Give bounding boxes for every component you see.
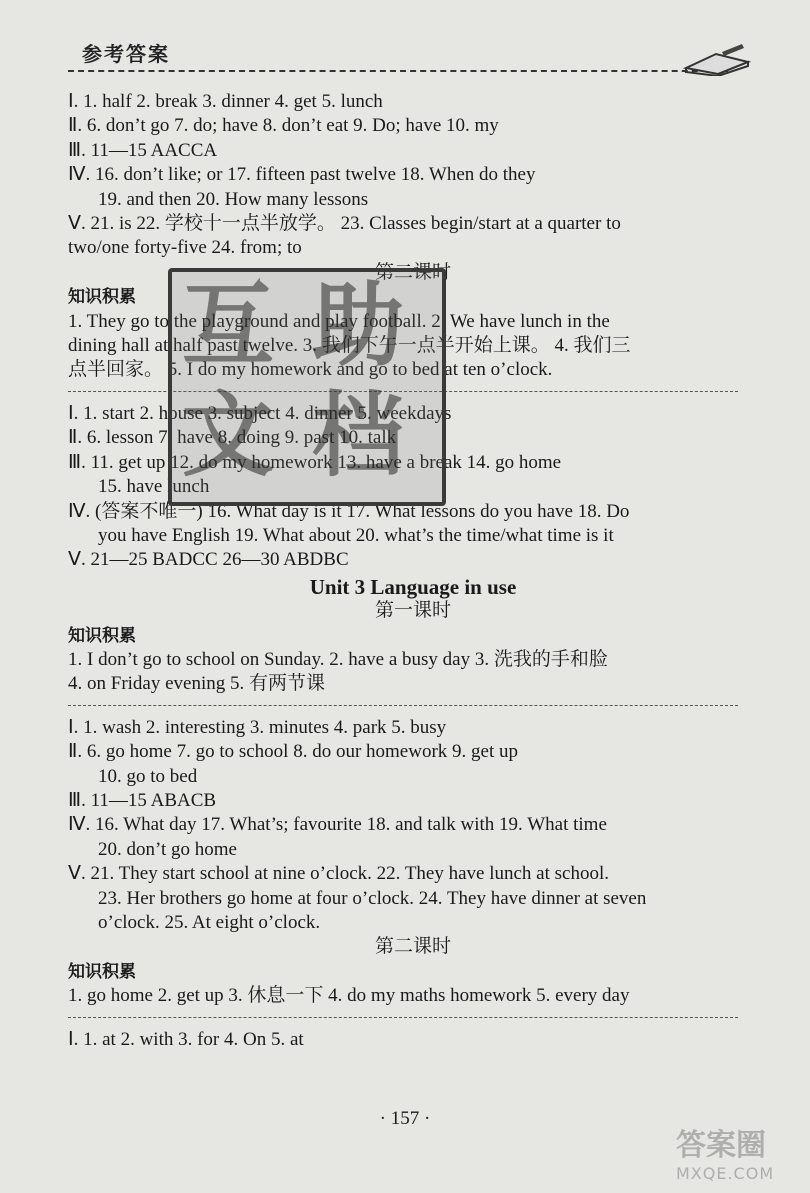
section-divider xyxy=(68,391,738,392)
section-heading: 知识积累 xyxy=(68,961,136,982)
book-icon xyxy=(682,42,752,76)
answer-line: Ⅰ. 1. start 2. house 3. subject 4. dinner 5. weekdays xyxy=(68,402,452,424)
answer-line: Ⅳ. 16. don’t like; or 17. fifteen past twelve 18. When do they xyxy=(68,164,536,186)
answer-line: Ⅱ. 6. go home 7. go to school 8. do our homework 9. get up xyxy=(68,741,518,763)
answer-line: 1. I don’t go to school on Sunday. 2. have a busy day 3. 洗我的手和脸 xyxy=(68,648,608,670)
stamp-char: 助 xyxy=(312,272,405,379)
answer-line: Ⅱ. 6. lesson 7. have 8. doing 9. past 10. talk xyxy=(68,427,397,449)
header-title: 参考答案 xyxy=(82,42,170,66)
answer-line: Ⅳ. 16. What day 17. What’s; favourite 18. and talk with 19. What time xyxy=(68,814,607,836)
stamp-char: 档 xyxy=(312,382,405,489)
stamp-char: 互 xyxy=(182,272,275,379)
answer-line: dining hall at half past twelve. 3. 我们下午一点半开始上课。 4. 我们三 xyxy=(68,335,631,357)
answer-line: Ⅲ. 11—15 ABACB xyxy=(68,789,217,811)
answer-line: 19. and then 20. How many lessons xyxy=(98,188,369,210)
answer-line: Ⅳ. (答案不唯一) 16. What day is it 17. What lessons do you have 18. Do xyxy=(68,500,630,522)
answer-content xyxy=(68,90,758,1052)
answer-line: two/one forty-five 24. from; to xyxy=(68,237,302,259)
watermark-url: MXQE.COM xyxy=(676,1164,775,1183)
answer-line: o’clock. 25. At eight o’clock. xyxy=(98,912,321,933)
answer-line: 点半回家。 5. I do my homework and go to bed at ten o’clock. xyxy=(68,359,553,381)
section-heading: 知识积累 xyxy=(68,287,136,308)
answer-line: 23. Her brothers go home at four o’clock. 24. They have dinner at seven xyxy=(98,887,647,909)
site-watermark xyxy=(676,1120,796,1188)
answer-line: Ⅲ. 11—15 AACCA xyxy=(68,139,218,161)
answer-line: Ⅱ. 6. don’t go 7. do; have 8. don’t eat 9. Do; have 10. my xyxy=(68,115,499,137)
answer-line: 10. go to bed xyxy=(98,765,198,787)
answer-line: Ⅲ. 11. get up 12. do my homework 13. have a break 14. go home xyxy=(68,451,562,473)
unit-title: Unit 3 Language in use xyxy=(309,574,517,599)
answer-line: 20. don’t go home xyxy=(98,838,237,860)
section-divider xyxy=(68,705,738,706)
answer-line: Ⅰ. 1. wash 2. interesting 3. minutes 4. park 5. busy xyxy=(68,716,447,738)
watermark-logo-text: 答案圈 xyxy=(676,1128,766,1163)
answer-line: 1. go home 2. get up 3. 休息一下 4. do my maths homework 5. every day xyxy=(68,985,630,1007)
page-header xyxy=(0,0,810,82)
section-divider xyxy=(68,1017,738,1018)
answer-line: 15. have lunch xyxy=(98,476,210,498)
page-number: · 157 · xyxy=(379,1108,431,1129)
stamp-char: 文 xyxy=(182,382,275,489)
header-rule xyxy=(68,70,728,72)
answer-line: 1. They go to the playground and play football. 2. We have lunch in the xyxy=(68,310,610,332)
answer-line: you have English 19. What about 20. what’s the time/what time is it xyxy=(98,524,614,546)
answer-line: 4. on Friday evening 5. 有两节课 xyxy=(68,673,326,695)
answer-line: Ⅰ. 1. at 2. with 3. for 4. On 5. at xyxy=(68,1028,304,1050)
answer-line: Ⅴ. 21. They start school at nine o’clock. 22. They have lunch at school. xyxy=(68,863,609,885)
answer-line: Ⅴ. 21—25 BADCC 26—30 ABDBC xyxy=(68,549,349,571)
answer-line: Ⅰ. 1. half 2. break 3. dinner 4. get 5. lunch xyxy=(68,91,383,112)
lesson-title: 第一课时 xyxy=(374,600,451,622)
section-heading: 知识积累 xyxy=(68,625,136,646)
lesson-title: 第二课时 xyxy=(374,936,451,958)
answer-line: Ⅴ. 21. is 22. 学校十一点半放学。 23. Classes begin/start at a quarter to xyxy=(68,213,621,235)
lesson-title: 第二课时 xyxy=(374,261,451,283)
